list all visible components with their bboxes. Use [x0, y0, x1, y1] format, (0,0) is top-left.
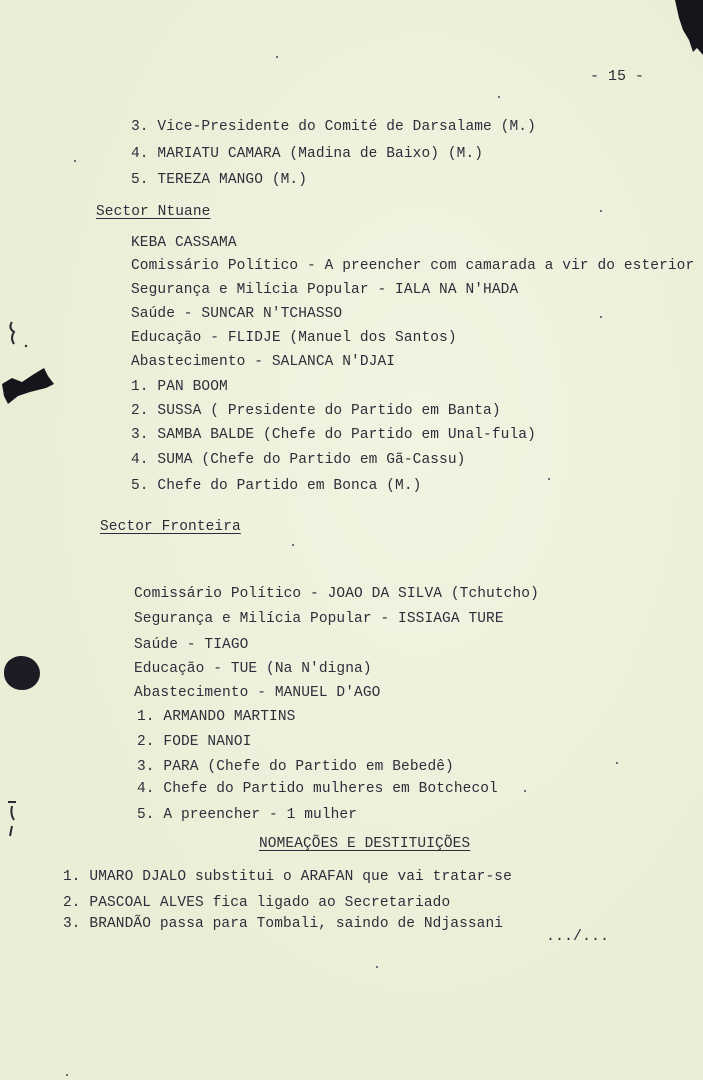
role-line: Abastecimento - MANUEL D'AGO: [134, 685, 381, 701]
section-heading-fronteira: Sector Fronteira: [100, 519, 241, 535]
role-line: Saúde - SUNCAR N'TCHASSO: [131, 306, 343, 322]
torn-corner-mark: [663, 0, 703, 55]
role-line: Abastecimento - SALANCA N'DJAI: [131, 354, 396, 370]
dust-speck: [600, 210, 602, 212]
list-item: 4. MARIATU CAMARA (Madina de Baixo) (M.): [131, 146, 484, 162]
member-item: 5. Chefe do Partido em Bonca (M.): [131, 478, 422, 494]
section-heading-nomeacoes: NOMEAÇÕES E DESTITUIÇÕES: [259, 836, 471, 852]
dust-speck: [292, 544, 294, 546]
role-line: Comissário Político - A preencher com camarada a vir do esterior: [131, 258, 695, 274]
appointment-item: 1. UMARO DJALO substitui o ARAFAN que vai tratar-se: [63, 869, 512, 885]
appointment-item: 3. BRANDÃO passa para Tombali, saindo de Ndjassani: [63, 916, 504, 932]
page-number: - 15 -: [590, 68, 645, 85]
member-item: 1. PAN BOOM: [131, 379, 228, 395]
dust-speck: [276, 56, 278, 58]
role-line: Segurança e Milícia Popular - IALA NA N'HADA: [131, 282, 519, 298]
role-line: Segurança e Milícia Popular - ISSIAGA TURE: [134, 611, 504, 627]
margin-mark-lower: [0, 796, 30, 846]
role-line: Comissário Político - JOAO DA SILVA (Tchutcho): [134, 586, 539, 602]
member-item: 5. A preencher - 1 mulher: [137, 807, 358, 823]
member-item: 2. FODE NANOI: [137, 734, 252, 750]
dust-speck: [548, 478, 550, 480]
continuation-marker: .../...: [546, 928, 610, 945]
member-item: 4. Chefe do Partido mulheres em Botchecol: [137, 781, 498, 797]
section-heading-ntuane: Sector Ntuane: [96, 204, 211, 220]
appointment-item: 2. PASCOAL ALVES fica ligado ao Secretariado: [63, 895, 451, 911]
member-item: 4. SUMA (Chefe do Partido em Gã-Cassu): [131, 452, 466, 468]
dust-speck: [600, 316, 602, 318]
member-item: 3. PARA (Chefe do Partido em Bebedê): [137, 759, 454, 775]
list-item: 5. TEREZA MANGO (M.): [131, 172, 308, 188]
dust-speck: [524, 790, 526, 792]
dust-speck: [616, 762, 618, 764]
role-line: Educação - FLIDJE (Manuel dos Santos): [131, 330, 457, 346]
member-item: 3. SAMBA BALDE (Chefe do Partido em Unal-fula): [131, 427, 536, 443]
punch-hole-mark: [4, 656, 40, 690]
dust-speck: [376, 966, 378, 968]
member-item: 2. SUSSA ( Presidente do Partido em Banta): [131, 403, 501, 419]
role-line: Saúde - TIAGO: [134, 637, 249, 653]
ink-blot-mark: [0, 366, 60, 406]
dust-speck: [74, 160, 76, 162]
dust-speck: [66, 1074, 68, 1076]
role-line: Educação - TUE (Na N'digna): [134, 661, 372, 677]
member-item: 1. ARMANDO MARTINS: [137, 709, 296, 725]
margin-mark: [2, 318, 32, 358]
sector-leader: KEBA CASSAMA: [131, 235, 237, 251]
dust-speck: [498, 96, 500, 98]
list-item: 3. Vice-Presidente do Comité de Darsalame (M.): [131, 119, 536, 135]
